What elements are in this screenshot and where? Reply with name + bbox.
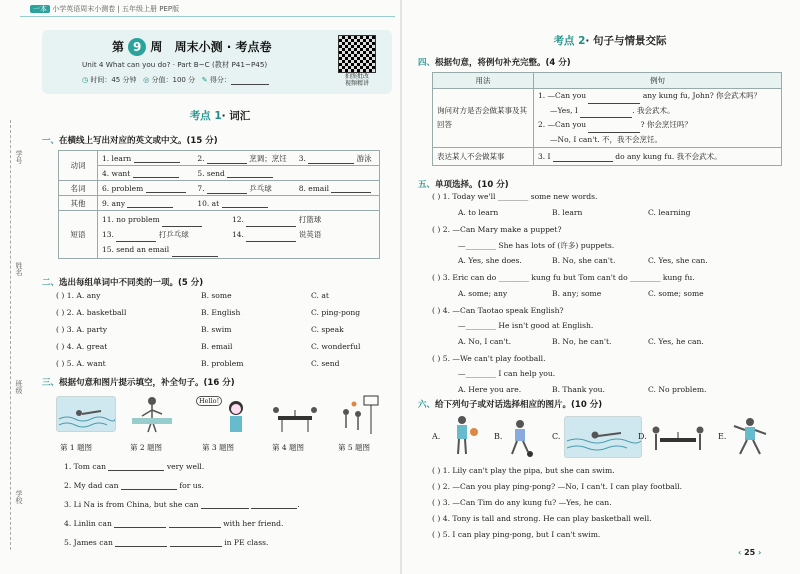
speaking-picture [196, 394, 254, 436]
list-item: ( ) 1. A. any B. some C. at [56, 291, 329, 300]
qr-code-icon[interactable] [338, 35, 376, 73]
list-item: ( ) 3. —Can Tim do any kung fu? —Yes, he can. [432, 498, 612, 507]
page-number: ‹ 25 › [738, 548, 762, 557]
week-suffix: 周 [150, 40, 163, 54]
s1-heading: 一、在横线上写出对应的英文或中文。(15 分) [42, 136, 218, 146]
pingpong-picture [270, 400, 320, 434]
score-icon: ◎ [143, 76, 150, 84]
usage-table [432, 72, 782, 166]
s2-heading: 二、选出每组单词中不同类的一项。(5 分) [42, 278, 204, 288]
list-item: 3. Li Na is from China, but she can . [64, 500, 300, 509]
series-tag: 一本 [30, 5, 50, 13]
s3-sentences [64, 462, 394, 557]
pic-caption-3: 第 3 题图 [202, 443, 235, 452]
list-item: ( ) 2. —Can you play ping-pong? —No, I can't. I can play football. [432, 482, 682, 491]
chevron-right-icon: › [758, 548, 762, 557]
s6-pictures [432, 414, 782, 460]
pic-label-c: C. [552, 432, 561, 441]
pic-label-d: D. [638, 432, 647, 441]
unit-line: Unit 4 What can you do? · Part B~C (教材 P41~P45) [82, 60, 268, 69]
list-item: 5. James can in PE class. [64, 538, 269, 547]
week-prefix: 第 [112, 40, 125, 54]
usage-cell: 询问对方是否会做某事及其回答 [433, 89, 534, 148]
vocab-item: 6. problem [98, 181, 194, 196]
list-item: ( ) 5. I can play ping-pong, but I can't swim. [432, 530, 601, 539]
example-cell: 3. I do any kung fu. 我不会武术。 [534, 148, 782, 166]
col-usage-header: 用法 [433, 73, 534, 89]
meta-line: ◷ 时间：45 分钟 ◎ 分值：100 分 ✎ 得分： [82, 75, 269, 85]
options: A. No, I can't. B. No, he can't. C. Yes, he can. [458, 337, 704, 346]
page-spine [400, 0, 402, 574]
s2-list [56, 291, 386, 376]
pingpong-players-picture [650, 420, 706, 456]
gutter-name: 姓名 [15, 262, 23, 276]
options: A. some; any B. any; some C. some; some [458, 289, 704, 298]
pic-caption-1: 第 1 题图 [60, 443, 93, 452]
list-item: ( ) 4. A. great B. email C. wonderful [56, 342, 361, 351]
kd1-heading: 考点 1· 词汇 [189, 110, 251, 122]
football-player-picture [506, 418, 536, 458]
vocab-item: 5. send [193, 166, 379, 181]
s3-pictures [56, 394, 386, 456]
vocab-item: 4. want [98, 166, 194, 181]
s5-heading: 五、单项选择。(10 分) [418, 180, 509, 190]
question-line2: —________ He isn't good at English. [458, 321, 594, 330]
question: ( ) 4. —Can Taotao speak English? [432, 306, 564, 315]
vocab-item: 8. email [295, 181, 380, 196]
list-item: 1. Tom can very well. [64, 462, 205, 471]
cat-noun: 名词 [59, 181, 98, 196]
list-item: 4. Linlin can with her friend. [64, 519, 284, 528]
kungfu-picture [730, 416, 770, 458]
pen-icon: ✎ [201, 76, 208, 84]
question: ( ) 5. —We can't play football. [432, 354, 546, 363]
gutter-line [10, 120, 11, 550]
vocab-table [58, 150, 380, 259]
list-item: 2. My dad can for us. [64, 481, 204, 490]
phrase-items: 11. no problem 12. 打篮球 13. 打乒乓球 14. 说英语 15. send an email [98, 211, 380, 259]
list-item: ( ) 5. A. want B. problem C. send [56, 359, 340, 368]
grade-label: 五年级上册 PEP版 [122, 5, 180, 13]
list-item: ( ) 2. A. basketball B. English C. ping-pong [56, 308, 361, 317]
question: ( ) 1. Today we'll ________ some new words. [432, 192, 598, 201]
col-example-header: 例句 [534, 73, 782, 89]
vocab-item: 9. any [98, 196, 194, 211]
basketball-picture [334, 394, 384, 436]
vocab-item: 10. at [193, 196, 379, 211]
question-line2: —________ I can help you. [458, 369, 556, 378]
pic-label-e: E. [718, 432, 727, 441]
week-number: 9 [128, 38, 146, 56]
top-divider [20, 16, 395, 17]
question-line2: —________ She has lots of (许多) puppets. [458, 241, 615, 250]
vocab-item: 7. 乒乓球 [193, 181, 294, 196]
s3-heading: 三、根据句意和图片提示填空，补全句子。(16 分) [42, 378, 235, 388]
gutter-school: 学校 [15, 490, 23, 504]
score-blank[interactable] [231, 76, 269, 85]
pic-label-b: B. [494, 432, 503, 441]
chevron-left-icon: ‹ [738, 548, 742, 557]
gutter-student-no: 学号 [15, 150, 23, 164]
list-item: ( ) 1. Lily can't play the pipa, but she can swim. [432, 466, 615, 475]
cat-verb: 动词 [59, 151, 98, 181]
options: A. Yes, she does. B. No, she can't. C. Yes, she can. [458, 256, 708, 265]
vocab-item: 2. 烹调；烹饪 [193, 151, 294, 166]
question: ( ) 3. Eric can do ________ kung fu but Tom can't do ________ kung fu. [432, 273, 695, 282]
swimmer-picture [564, 416, 642, 458]
clock-icon: ◷ [82, 76, 89, 84]
vocab-item: 3. 游泳 [295, 151, 380, 166]
vocab-item: 1. learn [98, 151, 194, 166]
week-title [112, 38, 272, 56]
cat-phrase: 短语 [59, 211, 98, 259]
quiz-title: 周末小测 · 考点卷 [174, 40, 272, 54]
qr-caption: 拍照批改 视频精讲 [344, 73, 369, 87]
example-cell: 1. —Can you any kung fu, John? 你会武术吗？ —Yes, I . 我会武术。 2. —Can you ? 你会烹饪吗？ —No, I can't. 不，我不会烹饪。 [534, 89, 782, 148]
s6-heading: 六、给下列句子或对话选择相应的图片。(10 分) [418, 400, 603, 410]
options: A. Here you are. B. Thank you. C. No problem. [458, 385, 707, 394]
s5-list [432, 192, 782, 401]
usage-cell: 表达某人不会做某事 [433, 148, 534, 166]
pic-caption-2: 第 2 题图 [130, 443, 163, 452]
basketball-player-picture [446, 414, 482, 458]
swimming-picture [56, 396, 116, 432]
list-item: ( ) 4. Tony is tall and strong. He can play basketball well. [432, 514, 652, 523]
question: ( ) 2. —Can Mary make a puppet? [432, 225, 562, 234]
series-name: 小学英语周末小测卷 [52, 5, 116, 13]
gutter-class: 班级 [15, 380, 23, 394]
top-bar: 一本 小学英语周末小测卷 | 五年级上册 PEP版 [30, 4, 179, 14]
s6-list [432, 466, 782, 546]
pic-caption-5: 第 5 题图 [338, 443, 371, 452]
options: A. to learn B. learn C. learning [458, 208, 691, 217]
header-card [42, 30, 392, 94]
pic-label-a: A. [432, 432, 441, 441]
speech-bubble: Hello! [196, 396, 222, 406]
cooking-picture [128, 394, 176, 434]
pic-caption-4: 第 4 题图 [272, 443, 305, 452]
list-item: ( ) 3. A. party B. swim C. speak [56, 325, 344, 334]
kd2-heading: 考点 2· 句子与情景交际 [553, 35, 667, 47]
s4-heading: 四、根据句意，将例句补充完整。(4 分) [418, 58, 571, 68]
cat-other: 其他 [59, 196, 98, 211]
